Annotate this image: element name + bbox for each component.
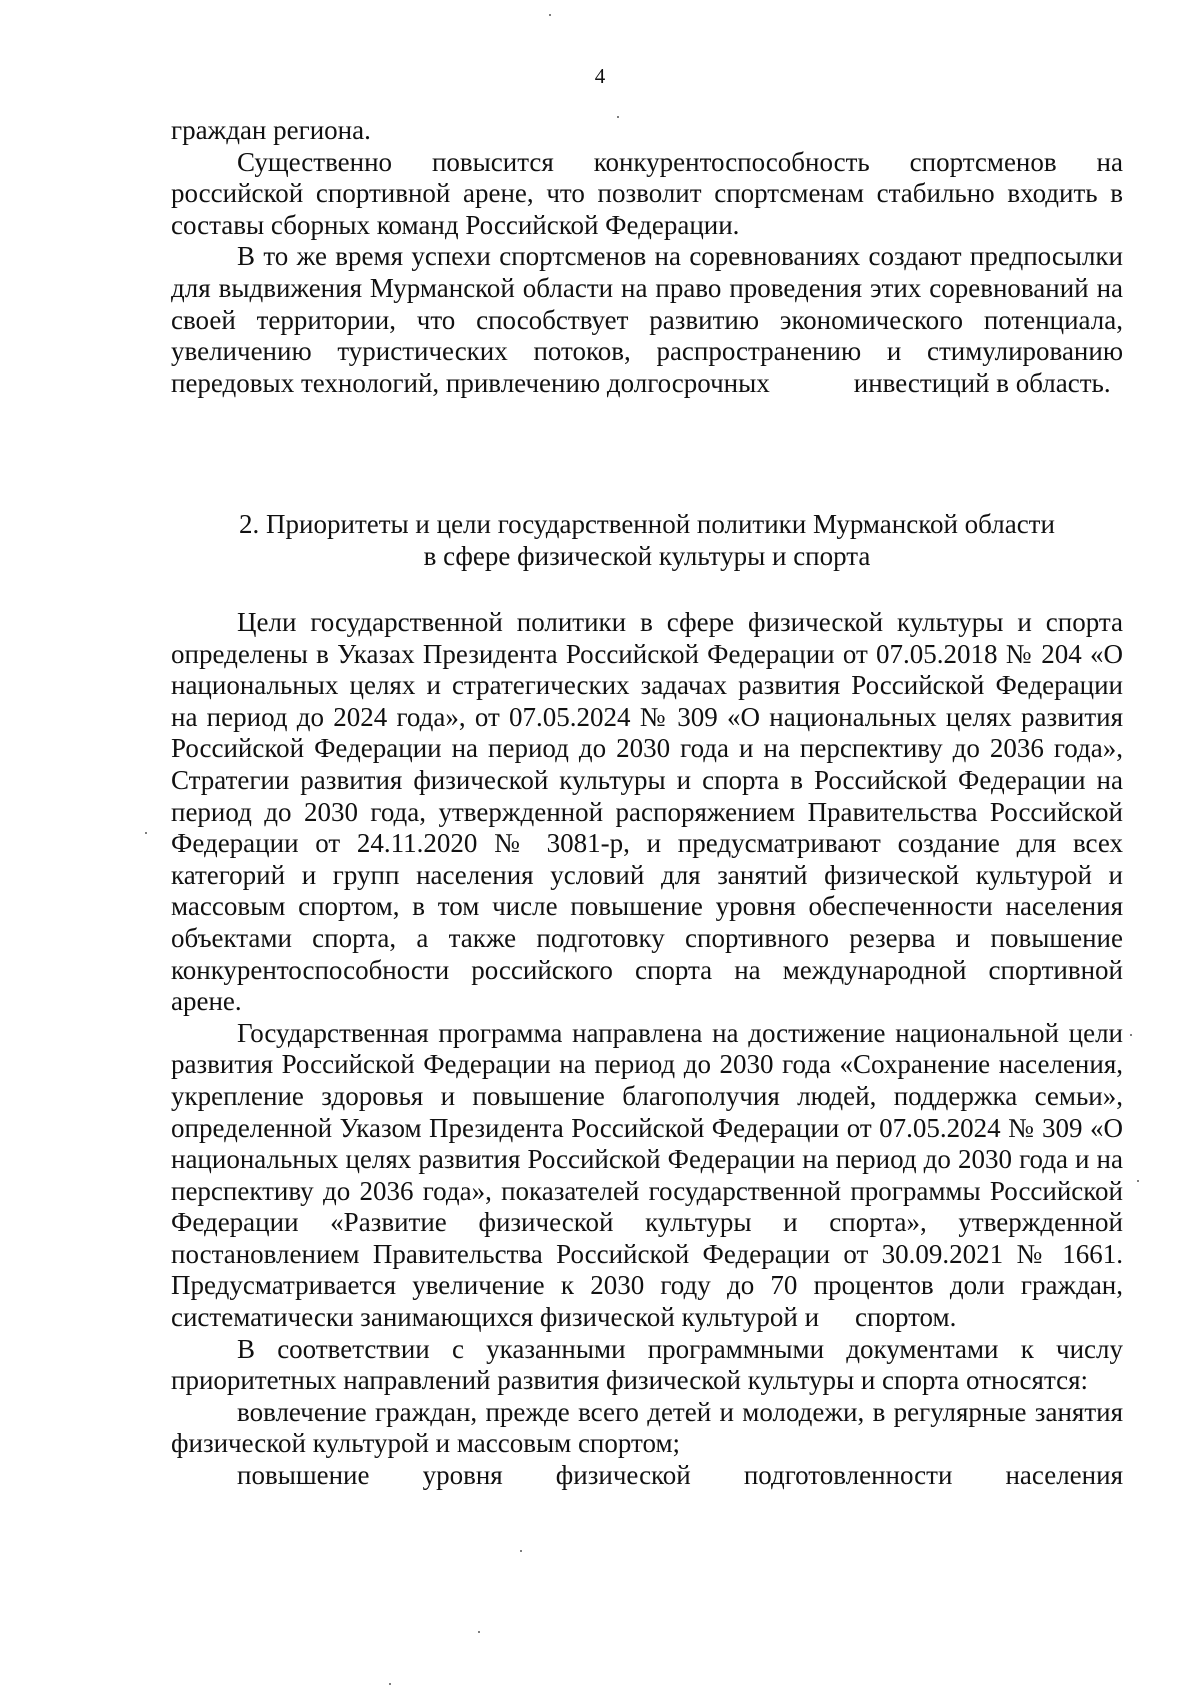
paragraph-competitiveness: Существенно повысится конкурентоспособность спортсменов на российской спортивной арене, что позволит спортсменам стабильно входить в составы сборных команд Российской Федерации. [171,146,1123,240]
paragraph-competitions-word: долгосрочных [606,367,770,398]
scan-speck [1130,1034,1132,1036]
scan-speck [549,14,551,16]
paragraph-priorities-intro: В соответствии с указанными программными документами к числу приоритетных направлений развития физической культуры и спорта относятся: [171,1333,1123,1396]
paragraph-competitions [171,241,1123,399]
paragraph-continuation: граждан региона. [171,115,371,145]
scan-speck [145,832,147,834]
paragraph-state-program [171,1018,1123,1334]
page-number: 4 [594,64,606,88]
paragraph-competitions-tail: инвестиций в область. [853,367,1111,398]
list-item-involvement: вовлечение граждан, прежде всего детей и молодежи, в регулярные занятия физической культурой и массовым спортом; [171,1396,1123,1459]
scan-speck [520,1550,522,1552]
scan-speck [478,1631,480,1633]
paragraph-state-program-tail: спортом. [855,1302,957,1333]
body-text-block [171,607,1123,1492]
section-heading [171,508,1123,572]
section-heading-line-1: 2. Приоритеты и цели государственной политики Мурманской области [239,509,1055,539]
paragraph-policy-goals: Цели государственной политики в сфере физической культуры и спорта определены в Указах Президента Российской Федерации от 07.05.2018 № 204 «О национальных целях и стратегических задачах развития Российской Федерации на период до 2024 года», от 07.05.2024 № 309 «О национальных целях развития Российской Федерации на период до 2030 года и на перспективу до 2036 года», Стратегии развития физической культуры и спорта в Российской Федерации на период до 2030 года, утвержденной распоряжением Правительства Российской Федерации от 24.11.2020 № 3081-р, и предусматривают создание для всех категорий и групп населения условий для занятий физической культурой и массовым спортом, в том числе повышение уровня обеспеченности населения объектами спорта, а также подготовку спортивного резерва и повышение конкурентоспособности российского спорта на международной спортивной арене. [171,607,1123,1017]
paragraph-state-program-main: Государственная программа направлена на достижение национальной цели развития Российской Федерации на период до 2030 года «Сохранение населения, укрепление здоровья и повышение благополучия людей, поддержка семьи», определенной Указом Президента Российской Федерации от 07.05.2024 № 309 «О национальных целях развития Российской Федерации на период до 2030 года и на перспективу до 2036 года», показателей государственной программы Российской Федерации «Развитие физической культуры и спорта», утвержденной постановлением Правительства Российской Федерации от 30.09.2021 № 1661. Предусматривается увеличение к 2030 году до 70 процентов доли граждан, систематически занимающихся физической культурой и [171,1017,1123,1333]
section-heading-line-2: в сфере физической культуры и спорта [423,541,871,571]
scan-speck [617,116,619,118]
intro-text-block [171,115,1123,399]
scan-speck [389,1683,391,1685]
list-item-fitness: повышение уровня физической подготовленности населения [237,1460,1123,1491]
scan-speck [1137,1180,1139,1182]
paragraph-competitions-main: В то же время успехи спортсменов на соревнованиях создают предпосылки для выдвижения Мурманской области на право проведения этих соревнований на своей территории, что способствует развитию экономического потенциала, увеличению туристических потоков, распространению и стимулированию передовых технологий, привлечению [171,241,1123,398]
